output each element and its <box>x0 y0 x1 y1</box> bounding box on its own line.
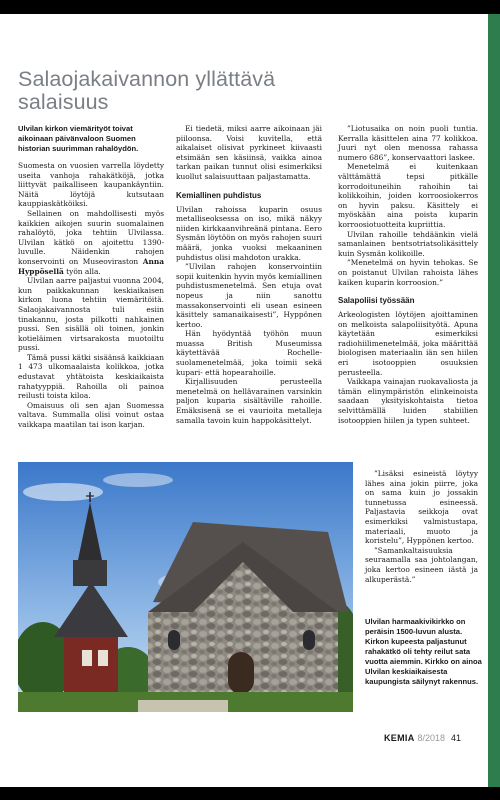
person-name: Anna Hyppösellä <box>18 256 164 276</box>
paragraph: ”Menetelmä on hyvin tehokas. Se on poistanut Ulvilan rahoista lähes kaiken kuparin korroosion.” <box>338 258 478 287</box>
top-black-band <box>0 0 500 14</box>
paragraph: ”Samankaltaisuuksia seuraamalla saa johtolangan, joka kertoo esineen iästä ja alkuperästä.” <box>365 545 478 584</box>
paragraph: Suomesta on vuosien varrella löydetty useita vanhoja rahakätköjä, jotka liittyvät paikalliseen kaupankäyntiin. Näitä löytöjä kutsutaan kauppiaskätköiksi. <box>18 161 164 209</box>
paragraph: ”Ulvilan rahojen konservointiin sopii kuitenkin hyvin myös kemiallinen puhdistusmenetelmä. Sen etuja ovat nopeus ja niin sanottu massakonservointi eli usean esineen käsittely samanaikaisesti”, Hyppönen kertoo. <box>176 262 322 329</box>
paragraph: Tämä pussi kätki sisäänsä kaikkiaan 1 473 ulkomaalaista kolikkoa, jotka edustavat yhtätoista keskiaikaista rahatyyppiä. Rahoilla oli painoa reilusti toista kiloa. <box>18 352 164 401</box>
paragraph: Menetelmä ei kuitenkaan välttämättä tepsi pitkälle korrodoituneihin rahoihin tai kolikkoihin, joiden korroosiokerros on hyvin paksu. Käsittely ei myöskään aina poista kuparin korroosiotuotteita kupriittia. <box>338 162 478 229</box>
article-title: Salaojakaivannon yllättävä salaisuus <box>18 67 276 114</box>
paragraph: Sellainen on mahdollisesti myös kaikkien aikojen suurin suomalainen rahalöytö, joka tehtiin Ulvilassa. Ulvilan kätkö on ajoitettu 1390-luvulle. Näidenkin rahojen konservointi on Museoviraston Anna Hyppösellä työn alla. <box>18 208 164 276</box>
photo-caption: Ulvilan harmaakivikirkko on peräisin 1500-luvun alusta. Kirkon kupeesta paljastunut rahakätkö oli tehty reilut sata vuotta aiemmin. Kirkko on ainoa Ulvilan keskiaikaisesta kaupungista säilynyt rakennus. <box>365 617 482 686</box>
church-photo <box>18 462 353 712</box>
column-3-continued <box>365 469 478 584</box>
bottom-black-band <box>0 787 500 800</box>
paragraph: Ulvilan aarre paljastui vuonna 2004, kun paikkakunnan keskiaikaisen kirkon luona tehtiin viemäritöitä. Salaojakaivannosta tuli esiin tinakannu, josta pilkotti nahkainen pussi. Sen sisällä oli toinen, jonkin kotieläimen virtsarakosta muotoiltu pussi. <box>18 276 164 353</box>
paragraph: Arkeologisten löytöjen ajoittaminen on melkoista salapoliisityötä. Apuna käytetään esimerkiksi radiohiilimenetelmää, joka määrittää biologisen materiaalin iän sen hiilen eri isotooppien osuuksien perusteella. <box>338 310 478 377</box>
page-number: 41 <box>451 733 462 743</box>
subheading: Kemiallinen puhdistus <box>176 190 262 200</box>
article-lead: Ulvilan kirkon viemärityöt toivat aikoinaan päivänvaloon Suomen historian suurimman rahalöydön. <box>18 124 139 153</box>
column-1 <box>18 124 164 430</box>
column-3 <box>338 124 478 425</box>
subheading: Salapoliisi työssään <box>338 296 415 306</box>
paragraph: Vaikkapa vainajan ruokavaliosta ja tämän elinympäristön elinkeinoista saadaan yksityiskohtaista tietoa selvittämällä luiden stabiilien isotooppien hiilen ja typen suhteet. <box>338 377 478 425</box>
magazine-name: KEMIA <box>384 733 415 743</box>
paragraph: Ulvilan rahoissa kuparin osuus metalliseoksessa on iso, mikä näkyy niiden kirkkaanvihreänä pintana. Eero Sysmän löytöön on myös rahojen suuri määrä, jonka vuoksi mekaaninen puhdistus olisi mahdoton urakka. <box>176 204 322 262</box>
paragraph: Ei tiedetä, miksi aarre aikoinaan jäi piiloonsa. Voisi kuvitella, että aikalaiset olisivat pyrkineet kiivaasti etsimään sen käsiinsä, vaikka ainoa tarkan paikan tunnut olisi esimerkiksi kuollut salaisuuttaan paljastamatta. <box>176 124 322 181</box>
paragraph: Ulvilan rahoille tehdäänkin vielä samanlainen bentsotriatsolikäsittely kuin Sysmän kolikoille. <box>338 229 478 258</box>
column-2 <box>176 124 322 425</box>
paragraph: Kirjallisuuden perusteella menetelmä on hellävarainen varsinkin paljon kuparia sisältäville rahoille. Emäksisenä se ei vaurioita metalleja samalla tavoin kuin happokäsittelyt. <box>176 377 322 425</box>
page-footer <box>384 733 494 743</box>
paragraph: ”Lisäksi esineistä löytyy lähes aina jokin piirre, joka on sama kuin jo jossakin tunnetussa esineessä. Paljastavia seikkoja ovat esimerkiksi valmistustapa, materiaali, muoto ja koristelu”, Hyppönen kertoo. <box>365 469 478 546</box>
paragraph: ”Liotusaika on noin puoli tuntia. Kerralla käsittelen aina 77 kolikkoa. Juuri nyt olen menossa rahassa numero 686”, konservaattori laskee. <box>338 124 478 162</box>
paragraph: Omaisuus oli sen ajan Suomessa valtava. Summalla olisi voinut ostaa vaikkapa maatilan tai ison karjan. <box>18 400 164 430</box>
issue-number: 8/2018 <box>417 733 446 743</box>
right-green-margin-band <box>488 14 500 787</box>
paragraph: Hän hyödyntää työhön muun muassa British Museumissa käytettävää Rochelle-suolamenetelmää, joka toimii sekä kupari- että hopearahoille. <box>176 329 322 377</box>
